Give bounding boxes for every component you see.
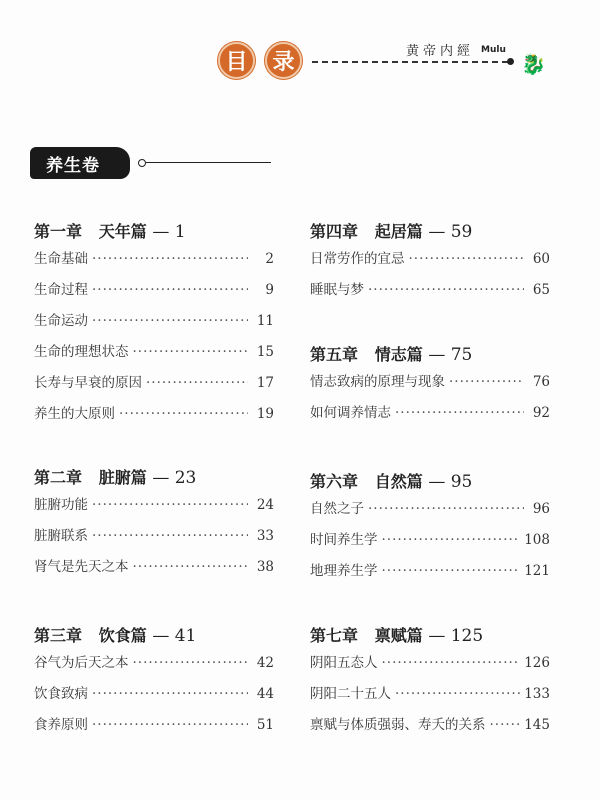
- toc-entry[interactable]: [34, 648, 274, 679]
- leader-dots: [92, 679, 248, 710]
- chapter-name: 起居篇: [374, 222, 423, 241]
- chapter-page: — 41: [152, 626, 197, 646]
- chapter-title[interactable]: [310, 343, 550, 367]
- entry-page: 9: [265, 282, 274, 298]
- toc-entry[interactable]: [34, 275, 274, 306]
- chapter: [310, 220, 550, 306]
- chapter-title[interactable]: [310, 470, 550, 494]
- entry-title: 生命基础: [34, 251, 88, 267]
- toc-entry[interactable]: [310, 494, 550, 525]
- dragon-icon: 🐉: [521, 52, 546, 76]
- entry-page: 19: [256, 406, 274, 422]
- toc-entry[interactable]: [310, 275, 550, 306]
- chapter-name: 脏腑篇: [98, 468, 147, 487]
- leader-dots: [146, 368, 248, 399]
- entry-title: 脏腑联系: [34, 528, 88, 544]
- chapter-label: 第六章: [310, 472, 359, 491]
- entry-page: 42: [256, 655, 274, 671]
- entry-title: 食养原则: [34, 717, 88, 733]
- chapter: [310, 624, 550, 741]
- leader-dots: [92, 306, 248, 337]
- entry-page: 2: [265, 251, 274, 267]
- entry-title: 情志致病的原理与现象: [310, 374, 445, 390]
- entry-title: 长寿与早衰的原因: [34, 375, 142, 391]
- toc-entry[interactable]: [310, 244, 550, 275]
- toc-entry[interactable]: [34, 368, 274, 399]
- entry-title: 饮食致病: [34, 686, 88, 702]
- chapter-name: 饮食篇: [98, 626, 147, 645]
- toc-entry[interactable]: [34, 710, 274, 741]
- toc-entry[interactable]: [310, 398, 550, 429]
- chapter-label: 第四章: [310, 222, 359, 241]
- toc-entry[interactable]: [34, 244, 274, 275]
- leader-dots: [133, 648, 249, 679]
- toc-entry[interactable]: [34, 679, 274, 710]
- toc-entry[interactable]: [34, 490, 274, 521]
- leader-dots: [92, 244, 248, 275]
- chapter-page: — 75: [428, 345, 473, 365]
- chapter-name: 天年篇: [98, 222, 147, 241]
- leader-dots: [382, 648, 521, 679]
- entry-page: 92: [532, 405, 550, 421]
- leader-dots: [119, 399, 248, 430]
- entry-title: 生命运动: [34, 313, 88, 329]
- chapter-title[interactable]: [34, 220, 274, 244]
- toc-entry[interactable]: [34, 306, 274, 337]
- toc-entry[interactable]: [310, 710, 550, 741]
- leader-dots: [133, 337, 249, 368]
- title-char-2: 录: [265, 42, 302, 79]
- chapter-page: — 23: [152, 468, 197, 488]
- chapter-title[interactable]: [310, 220, 550, 244]
- toc-entry[interactable]: [310, 556, 550, 587]
- entry-page: 96: [532, 501, 550, 517]
- leader-dots: [92, 490, 248, 521]
- toc-entry[interactable]: [34, 521, 274, 552]
- chapter: [310, 343, 550, 429]
- entry-page: 121: [524, 563, 550, 579]
- toc-entry[interactable]: [310, 525, 550, 556]
- section-dot: [138, 159, 146, 167]
- entry-page: 33: [256, 528, 274, 544]
- subtitle: Mulu: [481, 45, 506, 55]
- entry-title: 阴阳五态人: [310, 655, 378, 671]
- leader-dots: [92, 275, 248, 306]
- entry-title: 脏腑功能: [34, 497, 88, 513]
- leader-dots: [395, 398, 524, 429]
- entry-title: 时间养生学: [310, 532, 378, 548]
- entry-title: 生命过程: [34, 282, 88, 298]
- entry-page: 51: [256, 717, 274, 733]
- toc-entry[interactable]: [34, 337, 274, 368]
- leader-dots: [368, 275, 524, 306]
- toc-entry[interactable]: [310, 648, 550, 679]
- chapter-name: 禀赋篇: [374, 626, 423, 645]
- chapter-label: 第二章: [34, 468, 83, 487]
- leader-dots: [409, 244, 525, 275]
- entry-page: 65: [532, 282, 550, 298]
- leader-dots: [133, 552, 249, 583]
- chapter-title[interactable]: [310, 624, 550, 648]
- leader-dots: [92, 521, 248, 552]
- chapter-page: — 59: [428, 222, 473, 242]
- leader-dots: [449, 367, 524, 398]
- leader-dots: [368, 494, 524, 525]
- entry-page: 76: [532, 374, 550, 390]
- entry-title: 生命的理想状态: [34, 344, 129, 360]
- chapter-name: 情志篇: [374, 345, 423, 364]
- entry-title: 自然之子: [310, 501, 364, 517]
- leader-dots: [382, 556, 521, 587]
- toc-entry[interactable]: [34, 399, 274, 430]
- chapter-title[interactable]: [34, 466, 274, 490]
- entry-page: 11: [256, 313, 274, 329]
- chapter: [34, 466, 274, 583]
- chapter-label: 第七章: [310, 626, 359, 645]
- entry-page: 15: [256, 344, 274, 360]
- entry-title: 阴阳二十五人: [310, 686, 391, 702]
- leader-dots: [92, 710, 248, 741]
- entry-title: 禀赋与体质强弱、寿夭的关系: [310, 717, 486, 733]
- entry-page: 126: [524, 655, 550, 671]
- chapter-title[interactable]: [34, 624, 274, 648]
- leader-dots: [382, 525, 521, 556]
- entry-title: 谷气为后天之本: [34, 655, 129, 671]
- entry-title: 养生的大原则: [34, 406, 115, 422]
- entry-page: 17: [256, 375, 274, 391]
- dashed-divider: [312, 61, 508, 63]
- section-title: 养生卷: [30, 147, 130, 179]
- entry-page: 24: [256, 497, 274, 513]
- chapter-page: — 1: [152, 222, 186, 242]
- chapter-label: 第一章: [34, 222, 83, 241]
- entry-page: 60: [532, 251, 550, 267]
- entry-page: 108: [524, 532, 550, 548]
- divider-dot: [507, 58, 514, 65]
- entry-title: 睡眠与梦: [310, 282, 364, 298]
- section-line: [146, 162, 271, 163]
- chapter-label: 第三章: [34, 626, 83, 645]
- entry-title: 日常劳作的宜忌: [310, 251, 405, 267]
- entry-title: 如何调养情志: [310, 405, 391, 421]
- toc-entry[interactable]: [310, 679, 550, 710]
- chapter-label: 第五章: [310, 345, 359, 364]
- entry-page: 38: [256, 559, 274, 575]
- chapter: [34, 624, 274, 741]
- chapter: [310, 470, 550, 587]
- toc-entry[interactable]: [34, 552, 274, 583]
- chapter-page: — 95: [428, 472, 473, 492]
- entry-page: 145: [524, 717, 550, 733]
- chapter: [34, 220, 274, 430]
- book-title: 黄帝内經: [406, 44, 475, 59]
- entry-title: 肾气是先天之本: [34, 559, 129, 575]
- chapter-name: 自然篇: [374, 472, 423, 491]
- entry-page: 44: [256, 686, 274, 702]
- leader-dots: [395, 679, 520, 710]
- toc-entry[interactable]: [310, 367, 550, 398]
- chapter-page: — 125: [428, 626, 484, 646]
- leader-dots: [490, 710, 521, 741]
- entry-title: 地理养生学: [310, 563, 378, 579]
- entry-page: 133: [524, 686, 550, 702]
- title-char-1: 目: [218, 42, 255, 79]
